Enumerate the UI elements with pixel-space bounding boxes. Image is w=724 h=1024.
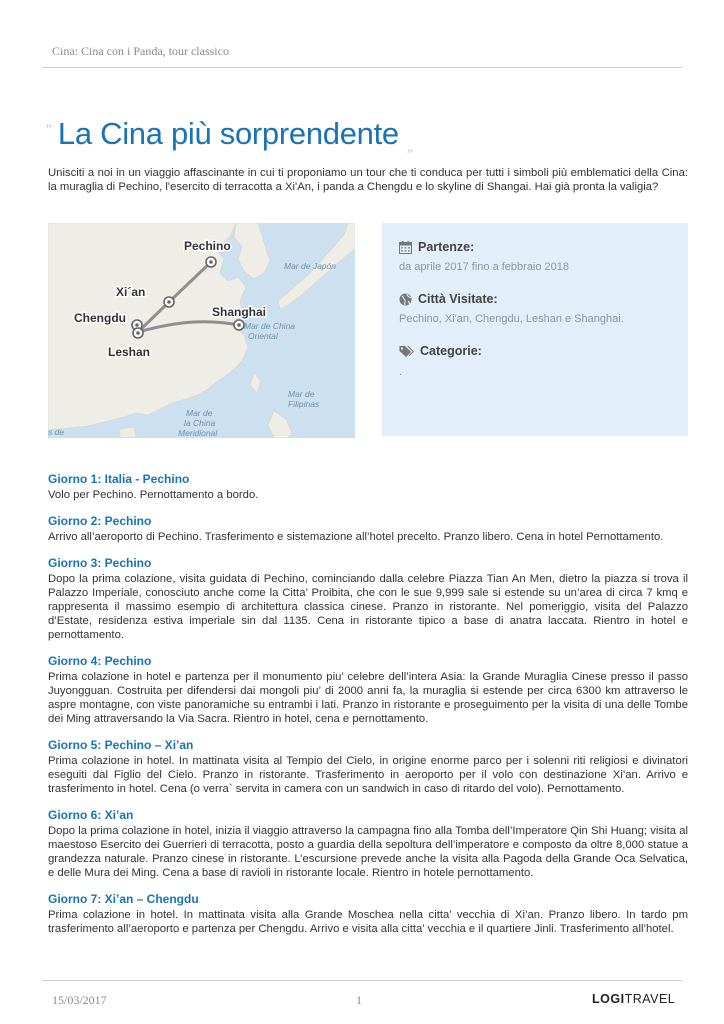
city-label-xian: Xi´an bbox=[116, 285, 146, 299]
day-description: Volo per Pechino. Pernottamento a bordo. bbox=[48, 489, 259, 501]
day-section bbox=[48, 892, 688, 936]
document-header: Cina: Cina con i Panda, tour classico bbox=[52, 44, 229, 58]
logo-rest-part: TRAVEL bbox=[624, 992, 676, 1006]
sea-label-edge: s de bbox=[48, 427, 65, 437]
citta-label: Città Visitate: bbox=[418, 292, 498, 306]
sea-label-east-china-1: Mar de China bbox=[244, 321, 296, 331]
citta-value: Pechino, Xi'an, Chengdu, Leshan e Shanghai. bbox=[399, 313, 624, 325]
partenze-value: da aprile 2017 fino a febbraio 2018 bbox=[399, 261, 570, 273]
day-title: Giorno 1: Italia - Pechino bbox=[48, 472, 190, 486]
city-label-leshan: Leshan bbox=[108, 345, 151, 359]
day-description: Dopo la prima colazione in hotel, inizia il viaggio attraverso la campagna fino alla Tomba dell’Imperatore Qin Shi Huang; visita al maestoso Esercito dei Guerrieri di terracotta, posto a guardia della sepoltura dell’imperatore e composto da oltre 8,000 statue a grandezza naturale. Pranzo cinese in ristorante. L’escursione prevede anche la visita alla Pagoda della Grande Oca Selvatica, e delle Mura dei Ming. Cena a base di ravioli in ristorante locale. Rientro in hotele pernottamento. bbox=[48, 825, 688, 879]
city-label-pechino: Pechino bbox=[184, 239, 231, 253]
sea-label-south-china-3: Meridional bbox=[178, 428, 218, 438]
day-description: Arrivo all’aeroporto di Pechino. Trasferimento e sistemazione all’hotel precelto. Pranzo libero. Cena in hotel Pernottamento. bbox=[48, 531, 664, 543]
partenze-label: Partenze: bbox=[418, 240, 475, 254]
categorie-label: Categorie: bbox=[420, 344, 482, 358]
footer-divider bbox=[42, 980, 682, 981]
logitravel-logo bbox=[592, 992, 675, 1006]
sea-label-south-china-2: la China bbox=[184, 418, 216, 428]
day-section bbox=[48, 472, 688, 502]
day-title: Giorno 3: Pechino bbox=[48, 556, 152, 570]
day-title: Giorno 6: Xi’an bbox=[48, 808, 134, 822]
day-title: Giorno 5: Pechino – Xi’an bbox=[48, 738, 194, 752]
day-description: Prima colazione in hotel e partenza per il monumento piu’ celebre dell’intera Asia: la Grande Muraglia Cinese presso il passo Juyongguan. Costruita per difendersi dai mongoli piu’ di 2000 anni fa, la muraglia si estende per circa 6300 km attraverso le aspre montagne, con viste panoramiche su entrambi i lati. Pranzo in ristorante e proseguimento per la visita di una delle Tombe dei Ming attraversando la Via Sacra. Rientro in hotel, cena e pernottamento. bbox=[48, 671, 688, 725]
day-description: Dopo la prima colazione, visita guidata di Pechino, cominciando dalla celebre Piazza Tian An Men, dietro la piazza si trova il Palazzo Imperiale, conosciuto anche come la Citta’ Proibita, che con le sue 9,999 sale si estende su un’area di circa 7 kmq e rappresenta il massimo esempio di architettura classica cinese. Pranzo in ristorante. Nel pomeriggio, visita del Palazzo d’Estate, residenza estiva imperiale sin dal 1135. Cena in ristorante tipico a base di anatra laccata. Rientro in hotel e pernottamento. bbox=[48, 573, 688, 641]
logo-bold-part: LOGI bbox=[592, 992, 625, 1006]
open-quote-mark: “ bbox=[46, 121, 52, 137]
day-title: Giorno 2: Pechino bbox=[48, 514, 152, 528]
day-description: Prima colazione in hotel. In mattinata visita al Tempio del Cielo, in origine enorme parco per i solenni riti religiosi e divinatori eseguiti dal Figlio del Cielo. Pranzo in ristorante. Trasferimento in aeroporto per il volo con destinazione Xi’an. Arrivo e trasferimento in hotel. Cena (o verra` servita in camera con un sandwich in caso di ritardo del volo). Pernottamento. bbox=[48, 755, 688, 795]
day-section bbox=[48, 654, 688, 726]
intro-paragraph: Unisciti a noi in un viaggio affascinante in cui ti proponiamo un tour che ti conduca per tutti i simboli più emblematici della Cina: la muraglia di Pechino, l'esercito di terracotta a Xi'An, i panda a Chengdu e lo skyline di Shangai. Hai già pronta la valigia? bbox=[48, 167, 688, 193]
sea-label-east-china-2: Oriental bbox=[248, 331, 278, 341]
sea-label-philippines-1: Mar de bbox=[288, 389, 315, 399]
day-section bbox=[48, 556, 688, 642]
day-title: Giorno 4: Pechino bbox=[48, 654, 152, 668]
city-label-chengdu: Chengdu bbox=[74, 311, 126, 325]
day-section bbox=[48, 514, 688, 544]
day-section bbox=[48, 738, 688, 796]
page-number: 1 bbox=[356, 993, 362, 1007]
city-label-shanghai: Shanghai bbox=[212, 305, 267, 319]
sea-label-japan: Mar de Japón bbox=[284, 261, 336, 271]
day-section bbox=[48, 808, 688, 880]
itinerary bbox=[48, 472, 688, 948]
close-quote-mark: „ bbox=[406, 140, 413, 156]
sea-label-south-china-1: Mar de bbox=[186, 408, 213, 418]
day-description: Prima colazione in hotel. In mattinata visita alla Grande Moschea nella citta’ vecchia di Xi’an. Pranzo libero. In tardo pm trasferimento all’aeroporto e partenza per Chengdu. Arrivo e visita alla citta’ vecchia e il quartiere Jinli. Trasferimento all’hotel. bbox=[48, 909, 688, 935]
page-title-text: La Cina più sorprendente bbox=[57, 116, 399, 151]
sea-label-philippines-2: Filipinas bbox=[288, 399, 320, 409]
categorie-value: . bbox=[399, 366, 403, 378]
footer-date: 15/03/2017 bbox=[52, 993, 107, 1007]
day-title: Giorno 7: Xi’an – Chengdu bbox=[48, 892, 199, 906]
